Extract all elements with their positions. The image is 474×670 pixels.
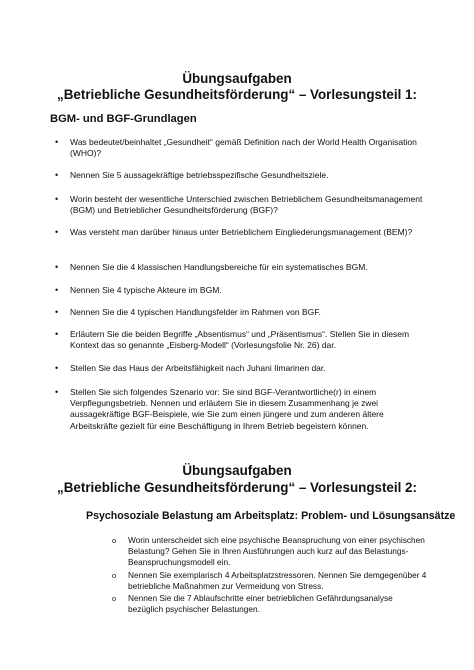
list-item-text: Nennen Sie 4 typische Akteure im BGM.	[70, 285, 222, 295]
list-item-text: Nennen Sie exemplarisch 4 Arbeitsplatzstressoren. Nennen Sie demgegenüber 4 betriebliche Maßnahmen zur Vermeidung von Stress.	[128, 570, 427, 592]
list-item-text: Nennen Sie die 4 typischen Handlungsfelder im Rahmen von BGF.	[70, 307, 321, 317]
bullet-dot: •	[55, 137, 59, 147]
part2-heading: Psychosoziale Belastung am Arbeitsplatz: Problem- und Lösungsansätze	[86, 510, 456, 522]
part2-list-item	[112, 593, 428, 615]
part1-list-item	[55, 329, 425, 351]
bullet-circle: o	[112, 536, 117, 545]
list-item-text: Was bedeutet/beinhaltet „Gesundheit“ gemäß Definition nach der World Health Organisation (WHO)?	[70, 137, 417, 159]
bullet-circle: o	[112, 571, 117, 580]
bullet-dot: •	[55, 227, 59, 237]
part2-list-item	[112, 535, 428, 569]
part2-list-item	[112, 570, 428, 592]
part2-title-line2: „Betriebliche Gesundheitsförderung“ – Vorlesungsteil 2:	[57, 480, 417, 495]
list-item-text: Stellen Sie sich folgendes Szenario vor: Sie sind BGF-Verantwortliche(r) in einem Verpflegungsbetrieb. Nennen und erläutern Sie in diesem Zusammenhang je zwei aussagekräftige BGF-Beispiele, wie Sie zum einen jüngere und zum anderen ältere Arbeitskräfte gezielt für eine Beschäftigung in Ihrem Betrieb begeistern können.	[70, 387, 384, 431]
part1-list-item	[55, 387, 430, 432]
bullet-dot: •	[55, 307, 59, 317]
part1-heading: BGM- und BGF-Grundlagen	[50, 113, 197, 125]
part1-list-item	[55, 137, 425, 159]
part1-list-item	[55, 262, 425, 273]
part1-list-item	[55, 307, 425, 318]
part1-list-item	[55, 285, 425, 296]
part1-title-line2: „Betriebliche Gesundheitsförderung“ – Vorlesungsteil 1:	[57, 87, 417, 102]
list-item-text: Nennen Sie die 7 Ablaufschritte einer betrieblichen Gefährdungsanalyse bezüglich psychischer Belastungen.	[128, 593, 393, 615]
bullet-dot: •	[55, 194, 59, 204]
list-item-text: Worin besteht der wesentliche Unterschied zwischen Betrieblichem Gesundheitsmanagement (BGM) und Betrieblicher Gesundheitsförderung (BGF)?	[70, 194, 423, 216]
part2-title-line1: Übungsaufgaben	[182, 463, 292, 478]
list-item-text: Nennen Sie 5 aussagekräftige betriebsspezifische Gesundheitsziele.	[70, 170, 329, 180]
bullet-dot: •	[55, 387, 59, 397]
bullet-dot: •	[55, 363, 59, 373]
part1-list-item	[55, 170, 425, 181]
bullet-dot: •	[55, 262, 59, 272]
bullet-dot: •	[55, 329, 59, 339]
list-item-text: Erläutern Sie die beiden Begriffe „Absentismus“ und „Präsentismus“. Stellen Sie in diesem Kontext das so genannte „Eisberg-Modell“ (Vorlesungsfolie Nr. 26) dar.	[70, 329, 410, 351]
bullet-circle: o	[112, 594, 117, 603]
list-item-text: Nennen Sie die 4 klassischen Handlungsbereiche für ein systematisches BGM.	[70, 262, 368, 272]
part1-list-item	[55, 227, 425, 238]
part1-title-line1: Übungsaufgaben	[182, 71, 292, 86]
bullet-dot: •	[55, 170, 59, 180]
bullet-dot: •	[55, 285, 59, 295]
list-item-text: Worin unterscheidet sich eine psychische Beanspruchung von einer psychischen Belastung? Gehen Sie in Ihren Ausführungen auch kurz auf das Belastungs- Beanspruchungsmodell ein.	[128, 535, 425, 568]
list-item-text: Was versteht man darüber hinaus unter Betrieblichem Eingliederungsmanagement (BEM)?	[70, 227, 413, 237]
part1-list-item	[55, 363, 425, 374]
part1-list-item	[55, 194, 425, 216]
list-item-text: Stellen Sie das Haus der Arbeitsfähigkeit nach Juhani Ilmarinen dar.	[70, 363, 326, 373]
